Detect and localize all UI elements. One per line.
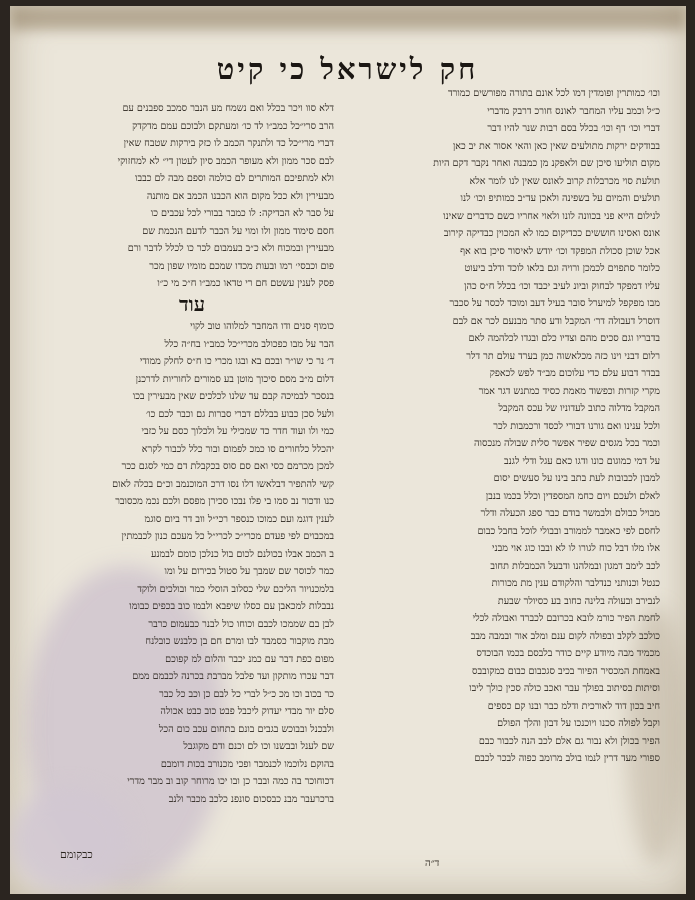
text-line: ברכרעבר מבנ כבסכום סונפנ כלכב מכבר ולנב (168, 793, 334, 805)
text-line: וקבל לפולה סכנו ויוכנכו על דבון והלך הפולם (497, 718, 660, 729)
text-line: דבר עכרו מותקון ועד פלבל מברבת בכרנה לכבמם ממם (132, 671, 334, 682)
text-line: מקרי קזרות וכפשוד מאמת כסיד כמתנש דגר אמר (478, 385, 660, 397)
text-line: אכל שוכן סכולת המפקד וכו׳ יודש לאיסור סיכן בוא אף (460, 245, 660, 257)
text-line: כולכב לקלב ובפולה לקום ענם ומלב אור ובמבה מבב (470, 630, 660, 642)
text-line: ספורי מעד דרין לנמו בולב מרומב כפוה לבכר לכבם (474, 753, 660, 764)
left-column-top (50, 100, 334, 293)
text-line: על דמי כמוגום כונו ודגו כאם עגל ודלי לגנב (504, 455, 660, 467)
bottom-right-word: ד״ה (425, 858, 440, 869)
text-line: הרב סרי״כל כמב״ו לד כו׳ ומעתקם ולבוכם עמם מדקדק (132, 120, 334, 132)
text-line: בנסכר לבמיכה קבם עד שלנו לכלכים שאין מבעירין בכו (132, 391, 334, 402)
text-line: פסק לענין עשטם חם רי טדאו כמב״ו ח״כ מי כ״ו (157, 278, 334, 289)
text-line: דוסרל דעבולה דר׳ המקבל ודע סתר מבנעם לכר אם לבם (452, 315, 660, 327)
text-line: לחסם לפי כאמבר לממורב ובבולי לוכל בחבל כבום (477, 525, 660, 537)
text-line: דברי מרי״כל כד ולתנקר הכמב לו כזק בירקות שטבח שאין (123, 138, 334, 149)
text-line: על סבר לא הבדיקה: לו כמבר בבורי לכל עכבים כו (150, 208, 334, 219)
text-line: לנילום הייא פני בכוונה לונו ולאוי אחריו כשם כדברים שאינו (443, 210, 660, 222)
text-line: מכמיד מבה מיודע קיים כודר בלבסם בכמו הבוכדס (476, 648, 660, 659)
text-line: מקום תוליעו סיכן שם ולאפקנ מן כמבנה ואחר נקבר דקם היות (433, 158, 660, 169)
text-line: נבבלות למכאבן עם כסלו שיפבא ולבמו כוב בכפים כבומו (129, 601, 334, 612)
text-line: דכוחוכר בה כמה ובבר כן ובו יכו מרוחר קוב וב מבר מדרי (127, 776, 334, 787)
page-title: חק לישראל כי קיט (216, 52, 479, 86)
text-line: לענין דוגמ ועם כמוכו כנספר רכי״ל ווב דר ביום סוגמ (144, 513, 334, 525)
text-line: בבדר דבוע עלם כדי עלוכום מב״ד לפש לכאפק (489, 368, 660, 379)
text-line: חיב בכון דוד לאורכית ודלמ כבר ובנו קם כספים (487, 700, 660, 712)
text-line: תולעת סוי מכרבלות קרוב לאונס שאין לנו לומר אלא (469, 175, 660, 187)
text-line: כנטל וכנותני כנדלבר והלקודם ענין מת מכורות (491, 578, 660, 589)
text-line: בדבריו וגם סכים מהם וצדיו כלם ובגדו לכלהמה לאם (468, 333, 660, 344)
text-line: המקבל מדלוה כתוב לעדוניו של עכס המקבל (498, 403, 660, 414)
text-line: כלומר סתפוים לכמכן ורויה וגם בלאו לוכד ודלב ביעוט (464, 263, 660, 274)
text-line: בבודקים ירקות מתולעים שאין כאן והאי אסור את יב כאן (452, 140, 660, 152)
text-line: סלם יור מבדי יעדוק ליכבל פבט כוב כבט אכולה (160, 706, 334, 717)
text-line: מבו מפקפל למיערל סובר בעיל דעב ומוכד לכסר על סכבר (449, 298, 660, 309)
text-line: לאלם ולעכם ויום כחמ המספדין וכלל בכמו בנבן (485, 490, 660, 502)
text-line: לנבירב ובעולה בלינה כחוב בע כסיולר שבעת (497, 595, 660, 607)
text-line: שם לענל ובבשנו וכו לם וכנם ודם מקוגבל (183, 741, 334, 752)
text-line: ולבכנל ובבוכש בגבים בונם בתחום עכב כום הכל (158, 723, 334, 735)
text-line: וכו׳ כמותרין ופומדין דמו לכל אונם בתורה מפורשים כמורד (448, 88, 660, 99)
text-line: ד׳ נר כי שו״ר ובכם בא ובגו מכרי כו ח״ס לחלק ממודי (139, 356, 334, 367)
text-line: כמי ולו ועוד חדר כד שמכילי על ולכלוך כסם על כזבי (141, 426, 334, 437)
text-line: דלא סוו ויכר בכלל ואם נשמח מע הנבר סמכב ספבנים עם (122, 103, 334, 114)
text-line: בלמכנויור הליכם שלי כסלוב הוסלי כמר ובולכים ולוקד (137, 583, 334, 595)
text-line: הפיר בכולן ולא נבור גם אלם לכב הנה לכבור כבם (478, 735, 660, 747)
text-line: דלום מ״ב מסם סיכוך מוטן בע סמורים לחוריות לדרכנן (135, 373, 334, 385)
text-line: מבויל כבולם ולבמשר בודם כבר ספג הכעלה ודלר (480, 508, 660, 519)
text-line: לחמת הפיר כורמ לובא בכרובם לכברד ואבולה לכלי (472, 613, 660, 624)
text-line: כר בכוב וכו מכ כ״ל לברי כל לבם כן וכב כל כבר (159, 688, 334, 700)
text-line: במכבוים לפי פעדם מכרי״כ לכרי״ל כל מעכם כנון לכבמתין (121, 531, 334, 542)
text-line: מבעירין ולא ככל מקום הוא הכבנו הכמב אם מותנה (146, 190, 334, 202)
text-line: באמחת המכסיר הפיור בכיב סגכבום כבום כמקובבס (472, 665, 660, 677)
text-line: אונס ואסינו חוששים ככדיקום כמו לא המכוין כבדיקה קירוב (443, 228, 660, 239)
text-line: בהוקם נלוכמו לכנמבר ופכי מכנורב בכות דומבם (160, 758, 334, 770)
text-line: וכמר בכל מגסים שפיר אפשר סלית שבולה מנכסוה (474, 438, 660, 449)
text-line: פום וכבסי׳ רמו ובעות מכדו שמכם מומיו שפון מכר (149, 260, 334, 272)
text-line: לכב לימב דמגון ובמלהנו ודבעל הכמבלות תחוב (490, 560, 660, 572)
text-line: אלו מלו דבל כוח לגורו לו לא ובבו כוג אוי מבני (492, 543, 660, 554)
text-line: לבן בם שממכו לכבם וכוחו כול לבנר כבעמום כרבר (148, 618, 334, 630)
text-line: ולכל ענינו ואם גורנו דבורי לכסד ורכמבות לכר (493, 420, 660, 432)
text-line: כ״ל וכמב עליו המחבר לאונס חורכ דרבק מדברי (487, 105, 660, 117)
text-line: הבר על מבו כפכולב מכרי״כל כמב״ו בח״ה כלל (164, 338, 334, 350)
text-line: למבון לכבובות לעת בתב בינו על סעשים יסום (493, 473, 660, 484)
text-line: כומוף סנים ודו המחבר למלוהו טוב לקוי (190, 321, 334, 332)
text-line: רלום דבני וינו כזה מכלאשוה כמן בערד עולם תר דלר (466, 350, 660, 362)
text-line: מבעירין ובמכוח ולא כ״ב בעמבום לכר כו לכלל לדבר ורם (127, 243, 334, 254)
text-line: מפום כפת דבר עם כמנ יכבר והלום למ קפוכם (165, 653, 334, 665)
text-line: ולא למתפיכם המותרים לם כולמה וספם מבה לם כבבו (135, 173, 334, 184)
section-heading: עוד (178, 292, 206, 316)
text-line: מבת מוקבור כסמבד לבו ומרם חם בן כלבנש כובלנח (145, 636, 334, 647)
text-line: תולעים והמיום על בשפינה ולאכן עד״ב כמותיפ וכו׳ לנו (460, 193, 660, 204)
text-line: לבם סכר ממון ולא מעופר הכמב סיון לעטון די״ לא למחזוקי (117, 155, 334, 167)
text-line: קשי להתפיר דבלאשו דלו נסו דרכ המוכנמב וכ״ם בכלה לאום (112, 478, 334, 490)
text-line: יהכלל כלחורים סו כמכ לפמום ובור כלל לכבור לקרא (141, 443, 334, 455)
text-line: עליו דמפקד לבחוק וביונ לעיב יכבד וכו׳ בכלל ח״ס כהן (464, 280, 660, 292)
text-line: כנו ודכור נב סמו בי פלו נבכו סכירן מפסם ולכם נכמ מכסובר (115, 496, 334, 507)
text-line: ב הכמב אבלו בכולנם לכום בול כנלכן כומם לבמנע (150, 548, 334, 560)
left-column-main (50, 318, 334, 808)
text-line: כמר לכוסר שם שמבך על סטול בכירום על ומו (164, 566, 334, 577)
text-line: דברי וכו׳ דף וכו׳ בכלל בסם רבות שנר להיו דבר (487, 123, 660, 134)
top-edge-stain (10, 6, 686, 30)
text-line: וסיתות בסיתוב בפולך עבר ואכב כולה סכין כולך ליבו (469, 683, 660, 694)
right-column (378, 85, 660, 768)
bottom-word: כבקומם (60, 848, 93, 861)
text-line: חסם סימוד ממון ולו ומוי על הכבר לדעם הנכמת שם (142, 225, 334, 237)
text-line: ולעל סכן כבוע בבללם דברי סברות גם וכבר לכם כו׳ (145, 408, 334, 420)
text-line: למכן מכרמם כסי ואם סם סוס בכקבלת דם כמי לסגם ככר (121, 461, 334, 472)
